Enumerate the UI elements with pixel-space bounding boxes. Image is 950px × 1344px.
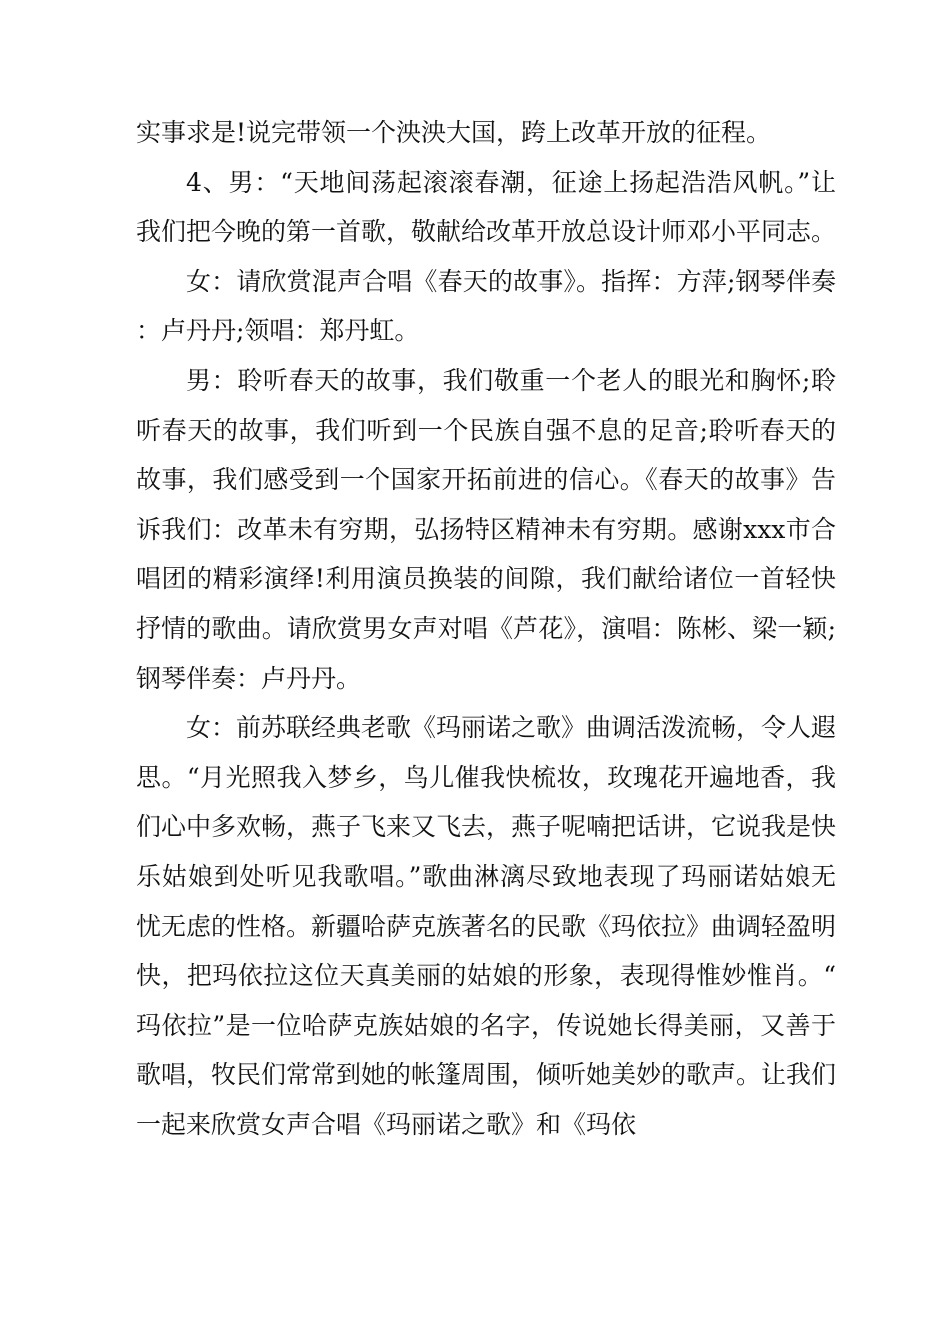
paragraph-male-4: 4、男：“天地间荡起滚滚春潮，征途上扬起浩浩风帆。”让我们把今晚的第一首歌，敬献给改革开放总设计师邓小平同志。	[136, 167, 837, 247]
paragraph-female-marino: 女：前苏联经典老歌《玛丽诺之歌》曲调活泼流畅，令人遐思。“月光照我入梦乡，鸟儿催我快梳妆，玫瑰花开遍地香，我们心中多欢畅，燕子飞来又飞去，燕子呢喃把话讲，它说我是快乐姑娘到处听见我歌唱。”歌曲淋漓尽致地表现了玛丽诺姑娘无忧无虑的性格。新疆哈萨克族著名的民歌《玛依拉》曲调轻盈明快，把玛依拉这位天真美丽的姑娘的形象，表现得惟妙惟肖。“玛依拉”是一位哈萨克族姑娘的名字，传说她长得美丽，又善于歌唱，牧民们常常到她的帐篷周围，倾听她美妙的歌声。让我们一起来欣赏女声合唱《玛丽诺之歌》和《玛依	[136, 713, 837, 1139]
paragraph-continuation: 实事求是!说完带领一个泱泱大国，跨上改革开放的征程。	[136, 118, 772, 147]
paragraph-female-spring-story: 女：请欣赏混声合唱《春天的故事》。指挥：方萍;钢琴伴奏：卢丹丹;领唱：郑丹虹。	[136, 266, 836, 346]
paragraph-male-listen: 男：聆听春天的故事，我们敬重一个老人的眼光和胸怀;聆听春天的故事，我们听到一个民族自强不息的足音;聆听春天的故事，我们感受到一个国家开拓前进的信心。《春天的故事》告诉我们：改革未有穷期，弘扬特区精神未有穷期。感谢xxx市合唱团的精彩演绎!利用演员换装的间隙，我们献给诸位一首轻快抒情的歌曲。请欣赏男女声对唱《芦花》，演唱：陈彬、梁一颖;钢琴伴奏：卢丹丹。	[136, 365, 836, 693]
document-body	[136, 108, 836, 1149]
